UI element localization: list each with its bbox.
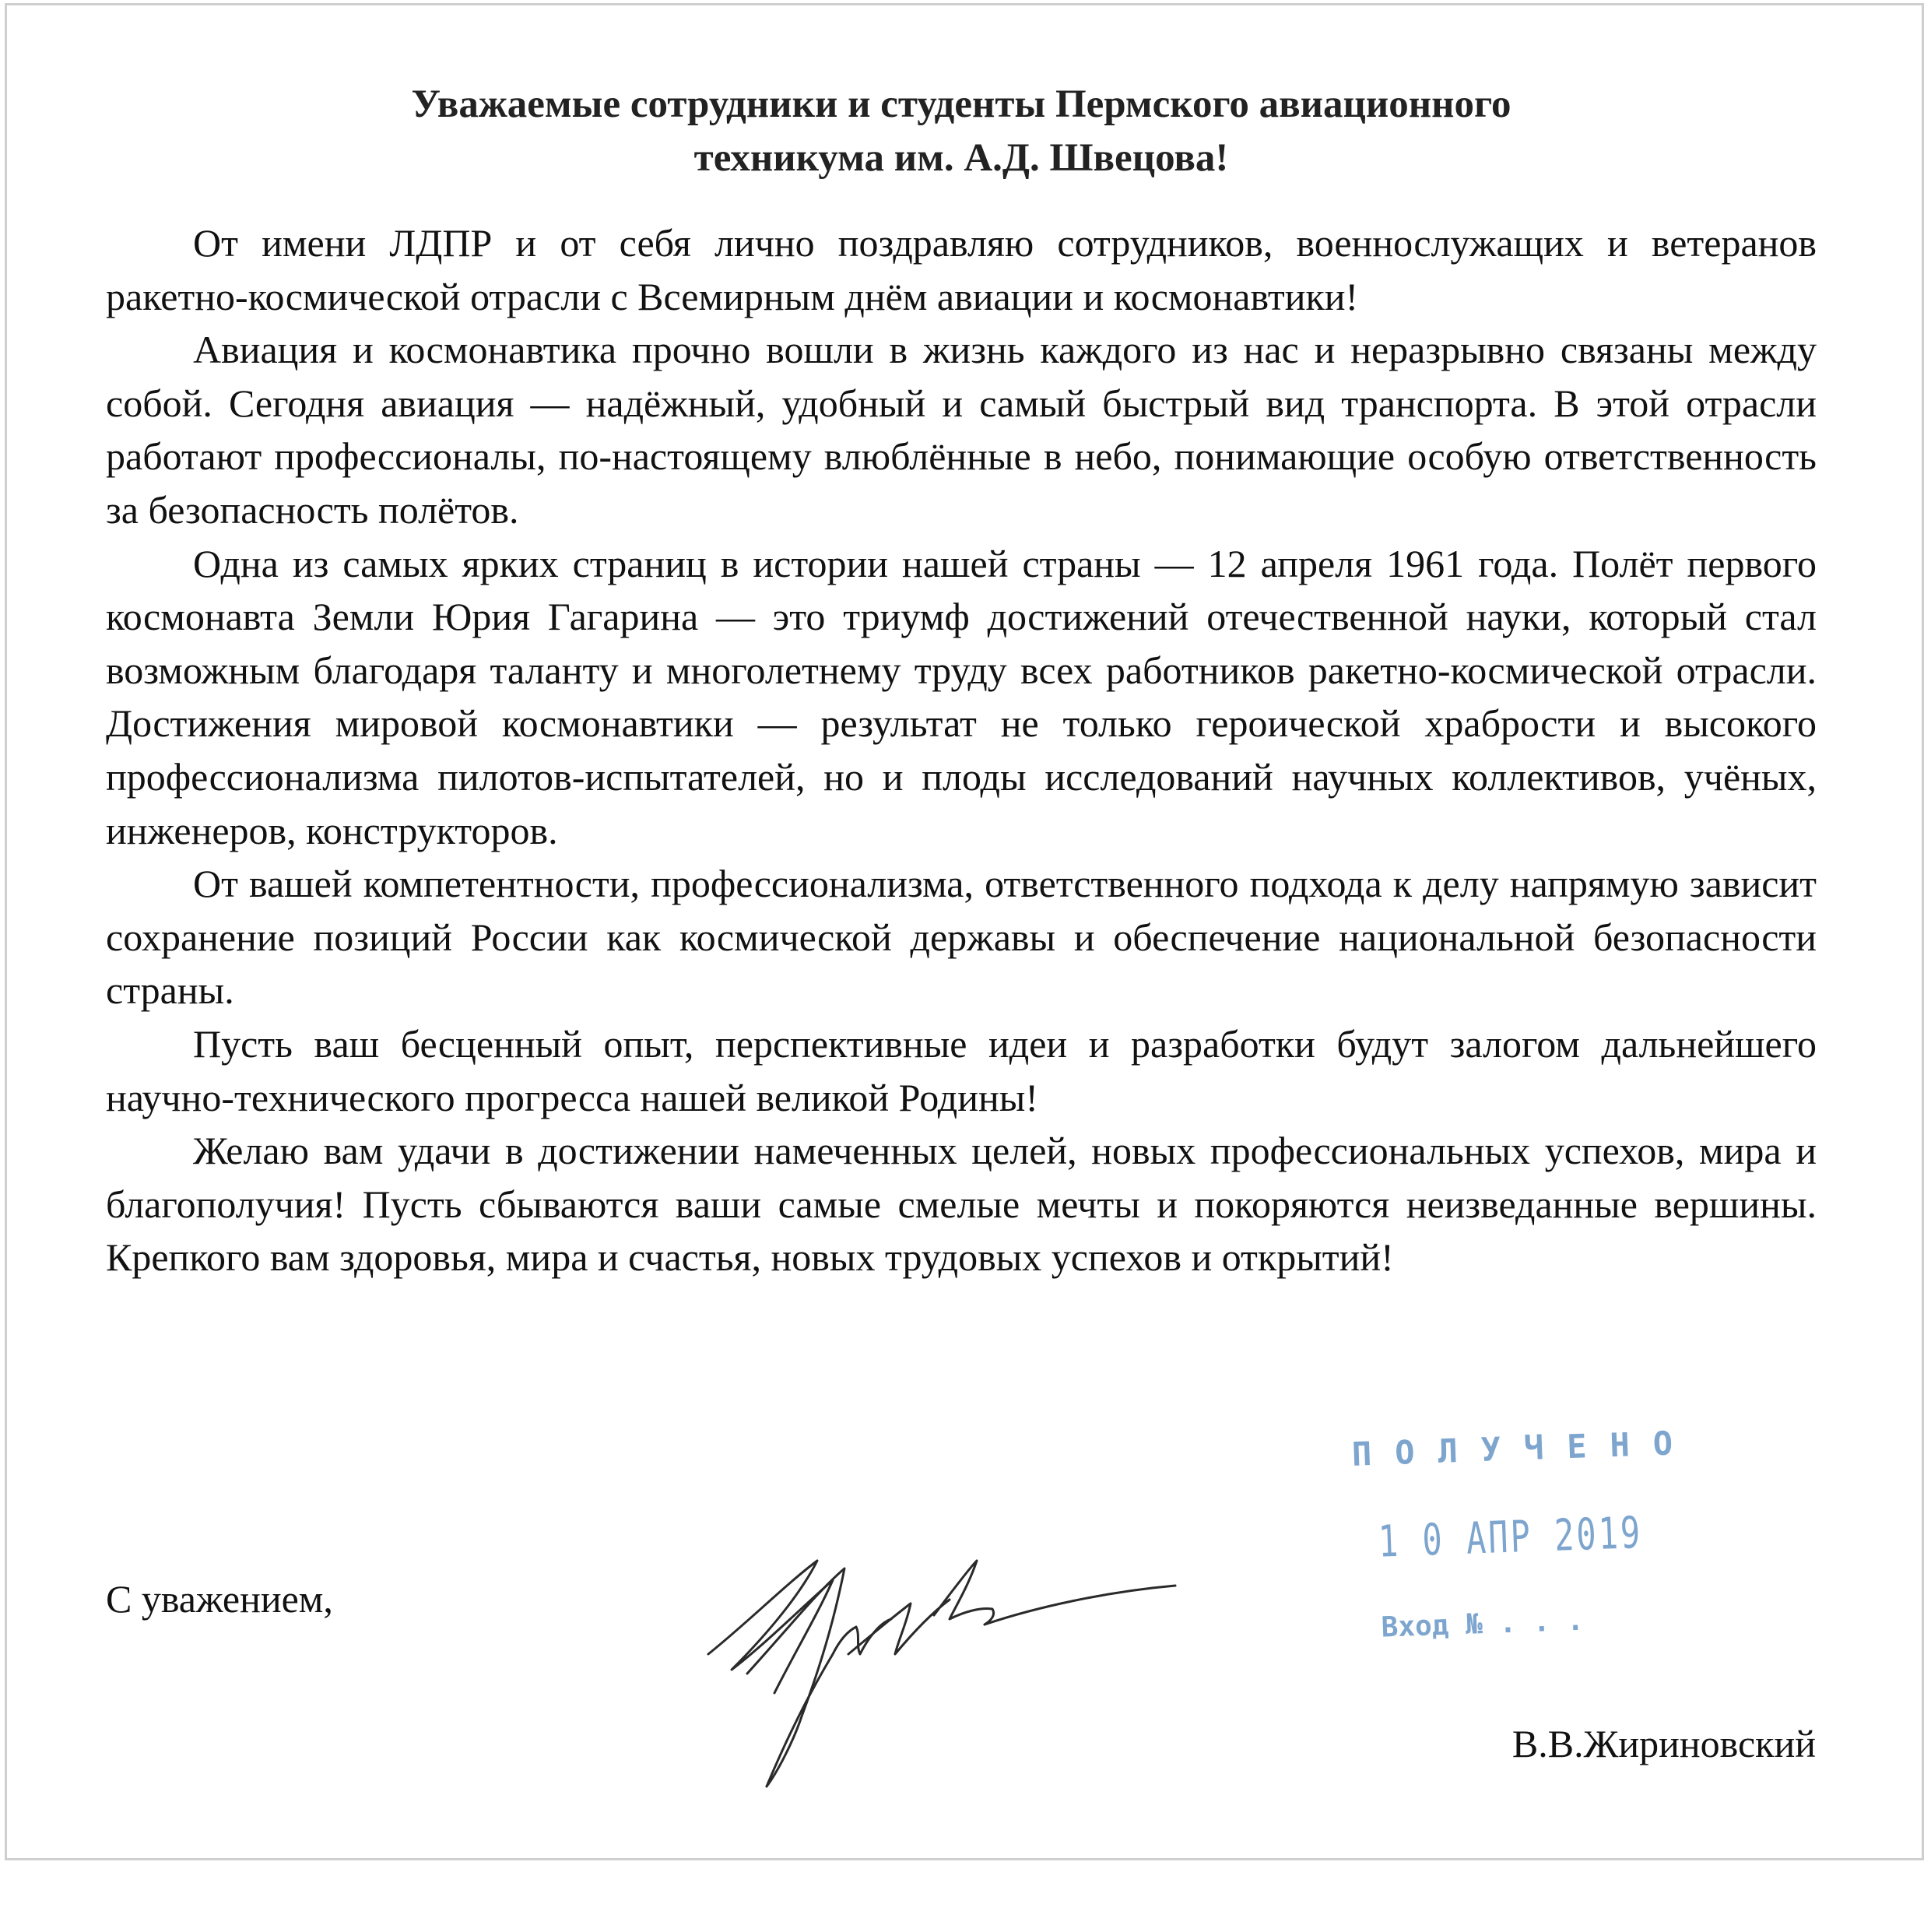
signer-name: В.В.Жириновский (1511, 1722, 1816, 1765)
handwritten-signature (700, 1537, 1183, 1794)
heading-line-2: техникума им. А.Д. Швецова! (693, 136, 1229, 180)
received-stamp (1338, 1407, 1697, 1675)
stamp-title: ПОЛУЧЕНО (1351, 1423, 1697, 1474)
closing-phrase: С уважением, (106, 1577, 333, 1621)
letter-body (106, 78, 1817, 1284)
paragraph-5: Пусть ваш бесценный опыт, перспективные идеи и разработки будут залогом дальнейшего научно-технического прогресса нашей великой Родины! (106, 1021, 1817, 1119)
paragraph-3: Одна из самых ярких страниц в истории нашей страны — 12 апреля 1961 года. Полёт первого космонавта Земли Юрия Гагарина — это триумф достижений отечественной науки, который стал возможным благодаря таланту и многолетнему труду всех работников ракетно-космической отрасли. Достижения мировой космонавтики — результат не только героической храбрости и высокого профессионализма пилотов-испытателей, но и плоды исследований научных коллективов, учёных, инженеров, конструкторов. (106, 541, 1817, 852)
letter-heading (106, 78, 1817, 185)
stamp-entry-number: Вход № . . . (1381, 1604, 1585, 1644)
paragraph-4: От вашей компетентности, профессионализма, ответственного подхода к делу напрямую зависит сохранение позиций России как космической державы и обеспечение национальной безопасности страны. (106, 862, 1817, 1013)
stamp-date: 1 0 АПР 2019 (1377, 1507, 1644, 1568)
paragraph-2: Авиация и космонавтика прочно вошли в жизнь каждого из нас и неразрывно связаны между собой. Сегодня авиация — надёжный, удобный и самый быстрый вид транспорта. В этой отрасли работают профессионалы, по-настоящему влюблённые в небо, понимающие особую ответственность за безопасность полётов. (106, 328, 1817, 532)
paragraph-6: Желаю вам удачи в достижении намеченных целей, новых профессиональных успехов, мира и благополучия! Пусть сбываются ваши самые смелые мечты и покоряются неизведанные вершины. Крепкого вам здоровья, мира и счастья, новых трудовых успехов и открытий! (106, 1129, 1817, 1280)
paragraph-1: От имени ЛДПР и от себя лично поздравляю сотрудников, военнослужащих и ветеранов ракетно-космической отрасли с Всемирным днём авиации и космонавтики! (106, 221, 1817, 318)
letter-text (106, 216, 1817, 1284)
heading-line-1: Уважаемые сотрудники и студенты Пермского авиационного (411, 83, 1511, 126)
